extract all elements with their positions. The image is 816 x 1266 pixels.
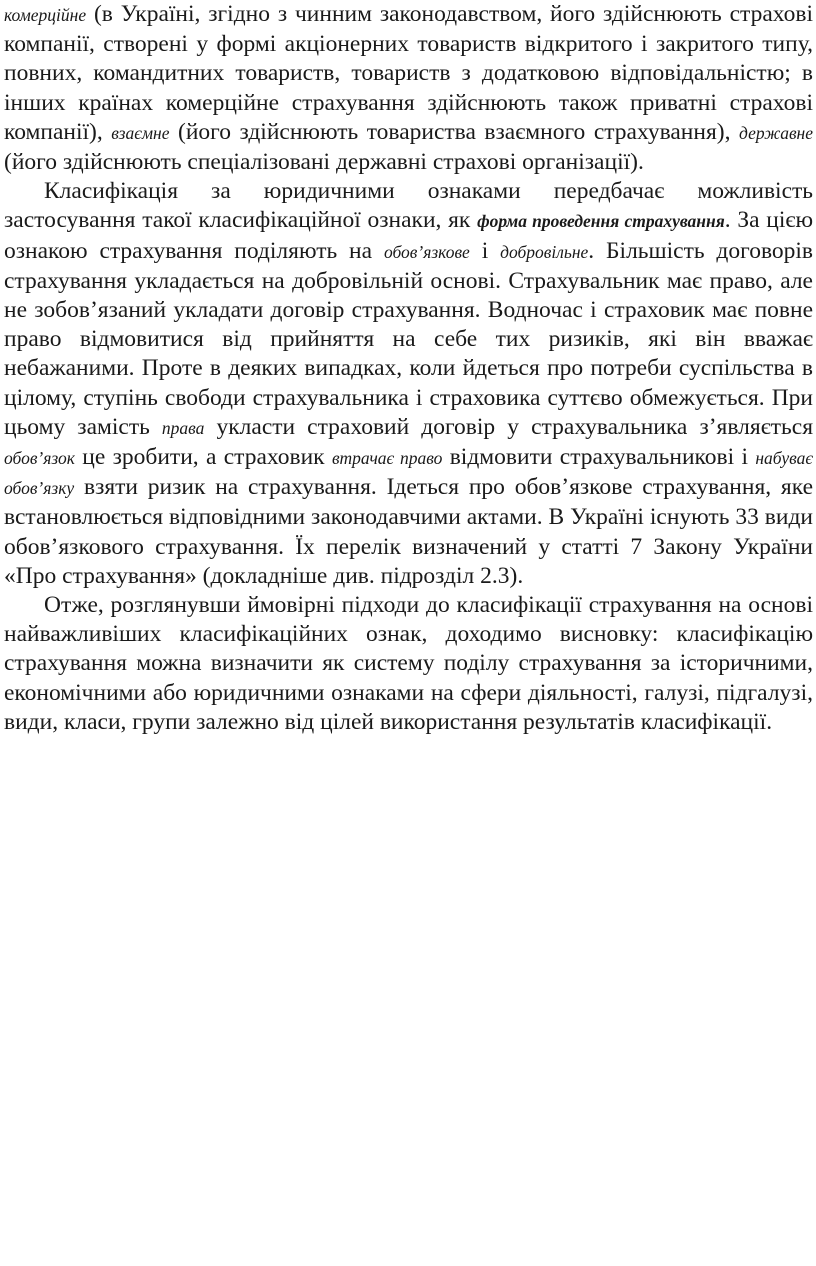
body-text: взяти ризик на страхування. Ідеться про обов’язкове страхування, яке встановлюється відповідними законодавчими актами. В Україні існують 33 види обов’язкового страхування. Їх перелік визначений у статті 7 Закону України «Про страхування» (докладніше див. підрозділ 2.3). <box>4 474 813 589</box>
paragraph-legal-classification <box>4 177 813 591</box>
paragraph-insurance-forms <box>4 0 813 177</box>
body-text: це зробити, а страховик <box>74 444 332 471</box>
body-text: і <box>469 237 501 264</box>
italic-term: комерційне <box>4 5 87 25</box>
italic-term: добровільне <box>500 241 589 262</box>
italic-term: обов’язок <box>4 448 75 469</box>
body-text: (його здійснюють спеціалізовані державні страхові організації). <box>4 149 644 176</box>
body-text: . За цією ознакою страхування поділяють на <box>4 207 814 264</box>
italic-term: обов’язкове <box>383 241 470 262</box>
body-text: укласти страховий договір у страхувальника з’являється <box>204 413 814 440</box>
italic-term: втрачає право <box>331 448 443 469</box>
italic-term: взаємне <box>111 122 170 143</box>
bold-italic-term: форма проведення страхування <box>477 211 725 232</box>
body-text: (його здійснюють товариства взаємного страхування), <box>169 118 739 145</box>
italic-term: набуває обов’язку <box>4 448 813 499</box>
paragraph-conclusion <box>4 591 813 737</box>
italic-term: державне <box>739 122 813 143</box>
italic-term: права <box>161 417 205 438</box>
body-text: відмовити страхувальникові і <box>442 444 756 471</box>
body-text: . Більшість договорів страхування укладається на добровільній основі. Страхувальник має право, але не зобов’язаний укладати договір страхування. Водночас і страховик має повне право відмовитися від прийняття на себе тих ризиків, які він вважає небажаними. Проте в деяких випадках, коли йдеться про потреби суспільства в цілому, ступінь свободи страхувальника і страховика суттєво обмежується. При цьому замість <box>4 237 814 440</box>
body-text: Отже, розглянувши ймовірні підходи до класифікації страхування на основі найважливіших класифікаційних ознак, доходимо висновку: класифікацію страхування можна визначити як систему поділу страхування за історичними, економічними або юридичними ознаками на сфери діяльності, галузі, підгалузі, види, класи, групи залежно від цілей використання результатів класифікації. <box>4 592 813 735</box>
body-text: (в Україні, згідно з чинним законодавством, його здійснюють страхові компанії, створені у формі акціонерних товариств відкритого і закритого типу, повних, командитних товариств, товариств з додатковою відповідальністю; в інших країнах комерційне страхування здійснюють також приватні страхові компанії), <box>4 1 813 145</box>
body-text: Класифікація за юридичними ознаками передбачає можливість застосування такої класифікаційної ознаки, як <box>4 178 813 234</box>
